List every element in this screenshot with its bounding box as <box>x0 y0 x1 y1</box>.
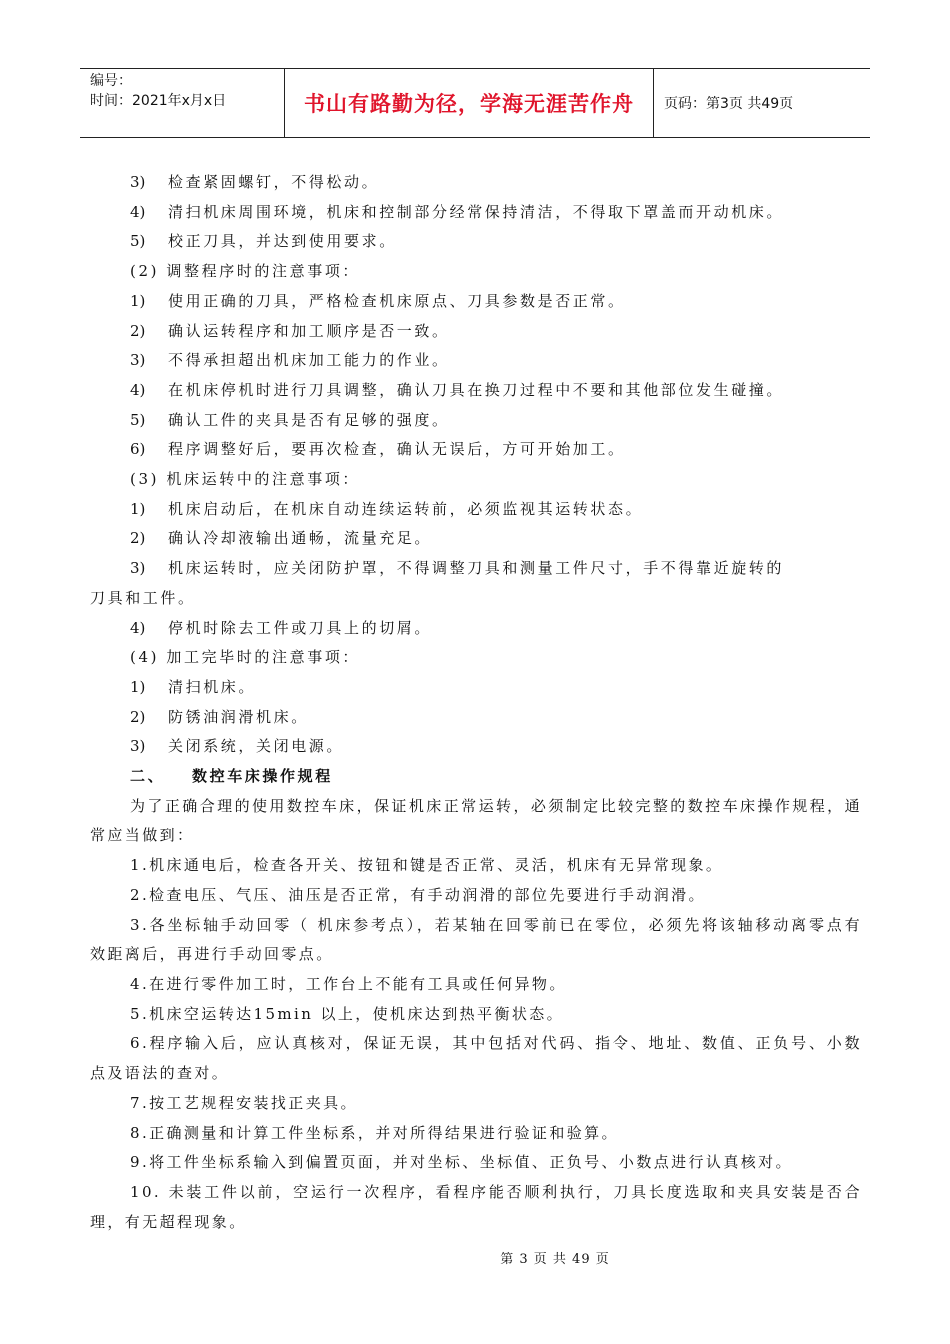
paragraph: 为了正确合理的使用数控车床，保证机床正常运转，必须制定比较完整的数控车床操作规程，通常应当做到： <box>90 796 862 845</box>
list-item <box>90 346 862 376</box>
list-item-number: 5) <box>130 410 146 429</box>
list-item-text: 清扫机床。 <box>168 677 257 696</box>
page-footer: 第 3 页 共 49 页 <box>500 1252 610 1267</box>
list-item <box>90 732 862 762</box>
page-header <box>80 68 870 138</box>
section-title: 数控车床操作规程 <box>192 767 333 786</box>
list-item-number: 1) <box>130 499 146 518</box>
list-item <box>90 524 862 554</box>
list-item-number: 1) <box>130 291 146 310</box>
paragraph: 8.正确测量和计算工件坐标系，并对所得结果进行验证和验算。 <box>130 1123 619 1142</box>
list-item <box>90 435 862 465</box>
subsection-title: (3) 机床运转中的注意事项： <box>130 470 361 489</box>
list-item <box>90 376 862 406</box>
list-item-text: 机床运转时，应关闭防护罩，不得调整刀具和测量工件尺寸，手不得靠近旋转的 <box>168 559 785 578</box>
paragraph: 3.各坐标轴手动回零（ 机床参考点），若某轴在回零前已在零位，必须先将该轴移动离零点有效距离后，再进行手动回零点。 <box>90 915 862 964</box>
list-item-number: 4) <box>130 618 146 637</box>
list-item-text: 清扫机床周围环境，机床和控制部分经常保持清洁，不得取下罩盖而开动机床。 <box>168 202 785 221</box>
continuation-line: 刀具和工件。 <box>90 588 196 607</box>
list-item-text: 使用正确的刀具，严格检查机床原点、刀具参数是否正常。 <box>168 291 626 310</box>
number-label: 编号： <box>90 73 132 89</box>
header-meta <box>80 69 284 137</box>
list-item-number: 3) <box>130 173 146 191</box>
list-item <box>90 673 862 703</box>
list-item <box>90 703 862 733</box>
list-item <box>90 554 862 584</box>
list-item-number: 4) <box>130 380 146 399</box>
section-heading <box>90 762 862 792</box>
page-number-label: 页码：第3页 共49页 <box>664 96 794 112</box>
list-item-text: 程序调整好后，要再次检查，确认无误后，方可开始加工。 <box>168 440 626 459</box>
list-item <box>90 168 862 198</box>
list-item-number: 2) <box>130 529 146 548</box>
list-item-number: 3) <box>130 737 146 756</box>
list-item-text: 在机床停机时进行刀具调整，确认刀具在换刀过程中不要和其他部位发生碰撞。 <box>168 380 785 399</box>
list-item-number: 6) <box>130 440 146 459</box>
paragraph: 1.机床通电后，检查各开关、按钮和键是否正常、灵活，机床有无异常现象。 <box>130 856 724 875</box>
list-item-text: 确认工件的夹具是否有足够的强度。 <box>168 410 450 429</box>
list-item-number: 1) <box>130 677 146 696</box>
list-item-number: 2) <box>130 707 146 726</box>
paragraph: 2.检查电压、气压、油压是否正常，有手动润滑的部位先要进行手动润滑。 <box>130 885 706 904</box>
list-item-number: 5) <box>130 232 146 251</box>
paragraph: 10. 未装工件以前，空运行一次程序，看程序能否顺利执行，刀具长度选取和夹具安装是否合理，有无超程现象。 <box>90 1182 862 1231</box>
subsection-title: (4) 加工完毕时的注意事项： <box>130 648 361 667</box>
list-item <box>90 198 862 228</box>
date-label: 时间：2021年x月x日 <box>90 93 227 109</box>
list-item-number: 3) <box>130 351 146 370</box>
section-number: 二、 <box>130 767 166 786</box>
list-item-text: 关闭系统，关闭电源。 <box>168 737 345 756</box>
list-item-text: 确认冷却液输出通畅，流量充足。 <box>168 529 433 548</box>
list-item-number: 2) <box>130 321 146 340</box>
list-item <box>90 406 862 436</box>
paragraph: 9.将工件坐标系输入到偏置页面，并对坐标、坐标值、正负号、小数点进行认真核对。 <box>130 1153 793 1172</box>
list-item-text: 校正刀具，并达到使用要求。 <box>168 232 397 251</box>
list-item-text: 检查紧固螺钉，不得松动。 <box>168 173 380 191</box>
list-item <box>90 287 862 317</box>
list-item-text: 确认运转程序和加工顺序是否一致。 <box>168 321 450 340</box>
list-item-text: 机床启动后，在机床自动连续运转前，必须监视其运转状态。 <box>168 499 644 518</box>
motto: 书山有路勤为径，学海无涯苦作舟 <box>284 69 654 137</box>
paragraph: 7.按工艺规程安装找正夹具。 <box>130 1093 358 1112</box>
list-item <box>90 495 862 525</box>
list-item <box>90 317 862 347</box>
document-body <box>90 168 862 1237</box>
list-item-text: 不得承担超出机床加工能力的作业。 <box>168 351 450 370</box>
list-item-text: 防锈油润滑机床。 <box>168 707 309 726</box>
list-item-text: 停机时除去工件或刀具上的切屑。 <box>168 618 433 637</box>
paragraph: 5.机床空运转达15min 以上，使机床达到热平衡状态。 <box>130 1004 565 1023</box>
list-item <box>90 227 862 257</box>
paragraph: 4.在进行零件加工时，工作台上不能有工具或任何异物。 <box>130 974 567 993</box>
paragraph: 6.程序输入后，应认真核对，保证无误，其中包括对代码、指令、地址、数值、正负号、小数点及语法的查对。 <box>90 1034 862 1083</box>
list-item-number: 3) <box>130 559 146 578</box>
subsection-title: (2) 调整程序时的注意事项： <box>130 262 361 281</box>
list-item <box>90 614 862 644</box>
list-item-number: 4) <box>130 202 146 221</box>
